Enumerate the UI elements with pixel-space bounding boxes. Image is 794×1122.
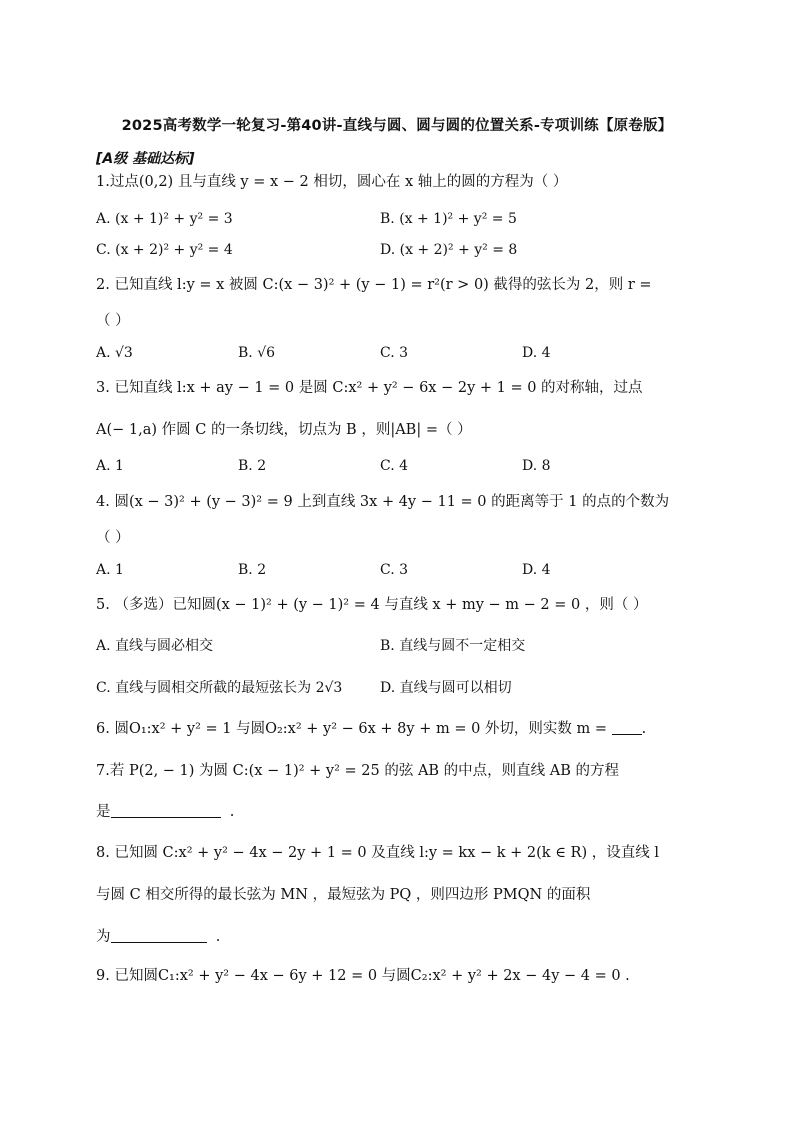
question-5-option-a: A. 直线与圆必相交	[96, 638, 214, 654]
question-8-stem-line-2: 与圆 C 相交所得的最长弦为 MN ，最短弦为 PQ ，则四边形 PMQN 的面积	[96, 887, 591, 903]
question-7-prefix: 是	[96, 804, 111, 820]
section-heading: [A级 基础达标]	[96, 151, 195, 167]
question-1-option-b: B. (x + 1)² + y² = 5	[380, 211, 517, 227]
question-4-option-b: B. 2	[238, 562, 267, 578]
question-4-option-a: A. 1	[96, 562, 124, 578]
question-1-option-c: C. (x + 2)² + y² = 4	[96, 242, 233, 258]
question-6-stem: 6. 圆O₁:x² + y² = 1 与圆O₂:x² + y² − 6x + 8y + m = 0 外切，则实数 m =	[96, 721, 608, 737]
page-title: 2025高考数学一轮复习-第40讲-直线与圆、圆与圆的位置关系-专项训练【原卷版】	[121, 118, 673, 134]
question-2-stem-line-1: 2. 已知直线 l:y = x 被圆 C:(x − 3)² + (y − 1) = r²(r > 0) 截得的弦长为 2，则 r =	[96, 277, 652, 293]
question-1-option-d: D. (x + 2)² + y² = 8	[380, 242, 518, 258]
question-4-option-d: D. 4	[522, 562, 551, 578]
question-3-option-d: D. 8	[522, 458, 551, 474]
answer-blank	[111, 803, 221, 818]
question-6	[96, 719, 646, 739]
answer-blank	[111, 928, 207, 943]
answer-blank	[612, 720, 642, 735]
question-7-stem-line-1: 7.若 P(2, − 1) 为圆 C:(x − 1)² + y² = 25 的弦 AB 的中点，则直线 AB 的方程	[96, 763, 620, 779]
question-3-option-c: C. 4	[380, 458, 409, 474]
question-5-option-b: B. 直线与圆不一定相交	[380, 638, 526, 654]
question-4-stem-line-2: （ ）	[96, 530, 130, 546]
question-3-option-b: B. 2	[238, 458, 267, 474]
question-2-option-a: A. √3	[96, 345, 133, 361]
question-3-stem-line-2: A(− 1,a) 作圆 C 的一条切线，切点为 B ，则|AB| =（ ）	[96, 422, 472, 438]
question-7-stem-line-2	[96, 802, 234, 822]
question-6-end: .	[641, 721, 647, 737]
question-5-stem: 5. （多选）已知圆(x − 1)² + (y − 1)² = 4 与直线 x + my − m − 2 = 0 ，则（ ）	[96, 597, 648, 613]
question-8-stem-line-3	[96, 927, 220, 947]
question-8-prefix: 为	[96, 929, 111, 945]
question-5-option-d: D. 直线与圆可以相切	[380, 680, 512, 696]
question-2-option-d: D. 4	[522, 345, 551, 361]
question-2-stem-line-2: （ ）	[96, 313, 130, 329]
question-5-option-c: C. 直线与圆相交所截的最短弦长为 2√3	[96, 680, 343, 696]
question-4-option-c: C. 3	[380, 562, 409, 578]
question-8-end: .	[215, 929, 221, 945]
question-3-option-a: A. 1	[96, 458, 124, 474]
question-1-stem: 1.过点(0,2) 且与直线 y = x − 2 相切，圆心在 x 轴上的圆的方程为（ ）	[96, 174, 568, 190]
question-7-end: .	[229, 804, 235, 820]
question-4-stem-line-1: 4. 圆(x − 3)² + (y − 3)² = 9 上到直线 3x + 4y − 11 = 0 的距离等于 1 的点的个数为	[96, 494, 670, 510]
question-9-stem: 9. 已知圆C₁:x² + y² − 4x − 6y + 12 = 0 与圆C₂:x² + y² + 2x − 4y − 4 = 0 .	[96, 968, 630, 984]
question-2-option-c: C. 3	[380, 345, 409, 361]
question-8-stem-line-1: 8. 已知圆 C:x² + y² − 4x − 2y + 1 = 0 及直线 l:y = kx − k + 2(k ∈ R) ，设直线 l	[96, 845, 659, 861]
question-3-stem-line-1: 3. 已知直线 l:x + ay − 1 = 0 是圆 C:x² + y² − 6x − 2y + 1 = 0 的对称轴，过点	[96, 380, 643, 396]
question-1-option-a: A. (x + 1)² + y² = 3	[96, 211, 233, 227]
question-2-option-b: B. √6	[238, 345, 276, 361]
